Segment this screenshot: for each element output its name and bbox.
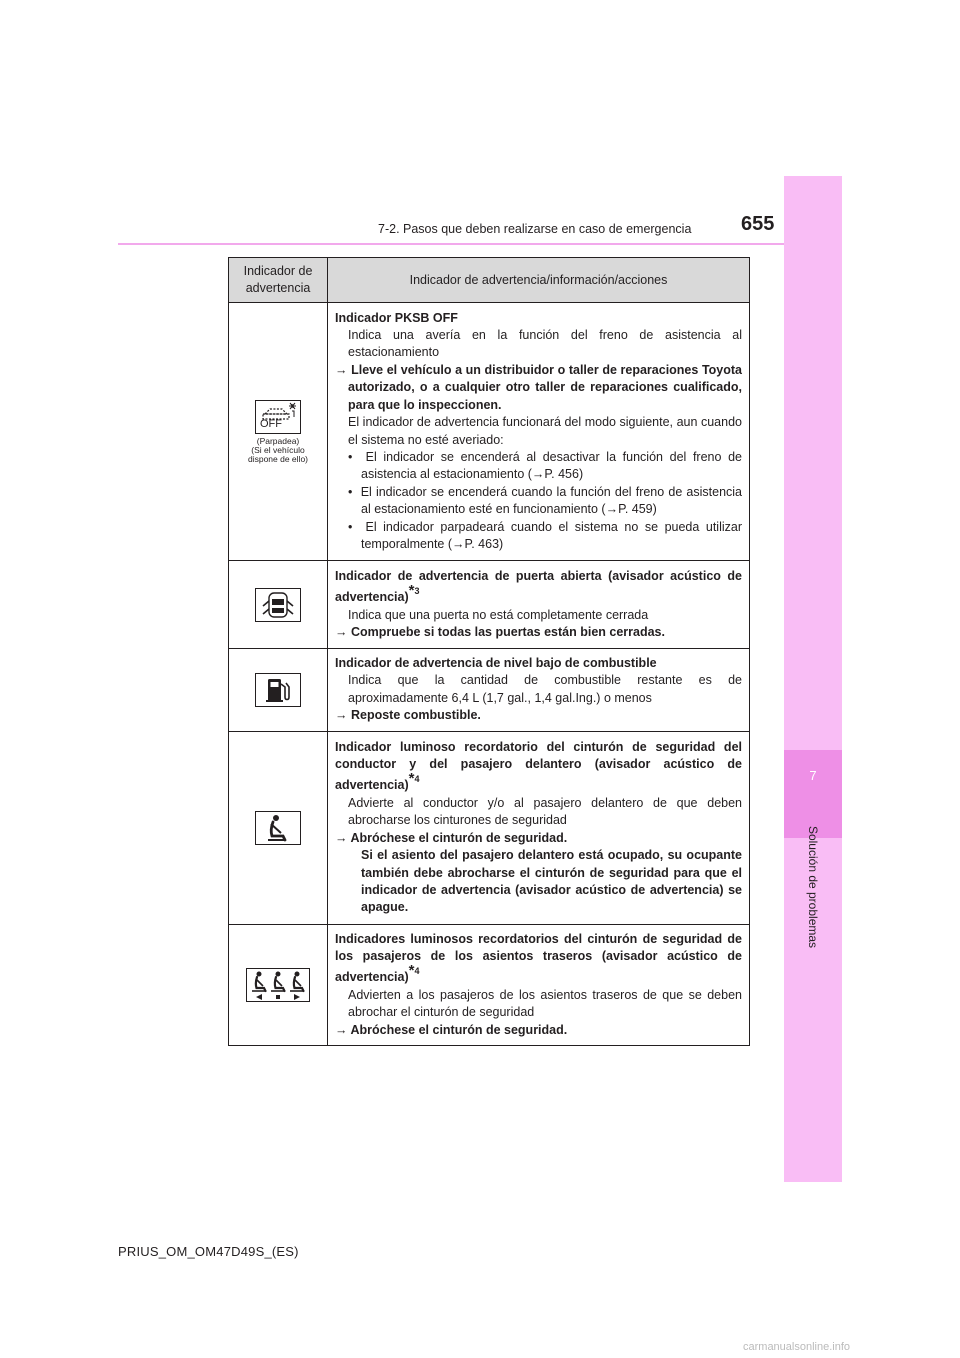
row-action: → Abróchese el cinturón de seguridad.: [335, 1022, 568, 1037]
row-action: → Abróchese el cinturón de seguridad.: [335, 830, 568, 845]
row-action: → Lleve el vehículo a un distribuidor o taller de reparaciones Toyota autorizado, o a cualquier otro taller de reparaciones cualificado, para que lo inspeccionen.: [335, 362, 742, 412]
row-description: [328, 303, 750, 561]
row-action-text: Abróchese el cinturón de seguridad.: [350, 830, 568, 845]
pksb-off-icon: [255, 400, 301, 434]
section-title: 7-2. Pasos que deben realizarse en caso de emergencia: [378, 222, 692, 236]
table-row: [229, 731, 750, 924]
row-title-text: Indicador luminoso recordatorio del cinturón de seguridad del conductor y del pasajero delantero (avisador acústico de advertencia): [335, 739, 742, 793]
chapter-label: Solución de problemas: [806, 825, 820, 949]
row-action-text: Reposte combustible.: [350, 708, 481, 723]
icon-note-line: dispone de ello): [247, 453, 308, 464]
col-header-indicator-label: Indicador de advertencia: [243, 264, 313, 295]
icon-cell: [229, 649, 328, 732]
page-number: 655: [741, 213, 775, 235]
row-action-continued: Si el asiento del pasajero delantero está ocupado, su ocupante también debe abrocharse el cinturón de seguridad para que el indicador de advertencia (avisador acústico de advertencia) se apague.: [361, 848, 742, 915]
list-item-text: El indicador se encenderá al desactivar la función del freno de asistencia al estacionamiento (→P. 456): [361, 449, 742, 482]
row-description: [328, 561, 750, 649]
icon-note: [229, 437, 327, 464]
row-text: Advierte al conductor y/o al pasajero delantero de que deben abrocharse los cinturones de seguridad: [348, 795, 742, 828]
icon-cell: [229, 924, 328, 1046]
row-description: [328, 731, 750, 924]
row-action-text: Lleve el vehículo a un distribuidor o taller de reparaciones Toyota autorizado, o a cualquier otro taller de reparaciones cualificado, para que lo inspeccionen.: [348, 362, 742, 412]
icon-cell: [229, 731, 328, 924]
fuel-pump-icon: [255, 673, 301, 707]
list-item: • El indicador se encenderá al desactivar la función del freno de asistencia al estacionamiento (→P. 456): [348, 449, 742, 482]
chapter-side-tab: [784, 176, 842, 1182]
open-door-icon: [255, 588, 301, 622]
table-row: [229, 649, 750, 732]
row-extra: El indicador de advertencia funcionará del modo siguiente, aun cuando el sistema no esté averiado:: [348, 415, 742, 447]
row-action-text: Compruebe si todas las puertas están bien cerradas.: [350, 624, 665, 639]
row-description: [328, 649, 750, 732]
footnote-ref: 3: [414, 586, 420, 597]
seatbelt-icon: [255, 811, 301, 845]
col-header-actions: Indicador de advertencia/información/acciones: [328, 258, 750, 303]
row-action: → Compruebe si todas las puertas están bien cerradas.: [335, 624, 665, 639]
rear-seat-left: [252, 971, 266, 991]
footnote-ref: 4: [414, 774, 420, 785]
icon-cell: [229, 561, 328, 649]
row-text: Indica una avería en la función del freno de asistencia al estacionamiento: [348, 328, 742, 360]
table-row: [229, 303, 750, 561]
list-item: • El indicador se encenderá cuando la función del freno de asistencia al estacionamiento esté en funcionamiento (→P. 459): [348, 484, 742, 517]
table-row: [229, 924, 750, 1046]
row-title: Indicadores luminosos recordatorios del cinturón de seguridad de los pasajeros de los asientos traseros (avisador acústico de advertencia)*$^4$: [335, 931, 742, 985]
list-item-text: El indicador parpadeará cuando el sistema no se pueda utilizar temporalmente (→P. 463): [361, 519, 743, 551]
footnote-ref: 4: [414, 966, 420, 977]
pksb-off-icon-text: OFF: [260, 417, 282, 430]
row-description: [328, 924, 750, 1046]
icon-note-line: (Parpadea): [256, 435, 300, 446]
col-header-indicator: [229, 258, 328, 303]
chapter-side-tab-active: [784, 750, 842, 838]
table-row: [229, 561, 750, 649]
warning-table: [228, 257, 750, 1046]
row-title: Indicador luminoso recordatorio del cinturón de seguridad del conductor y del pasajero delantero (avisador acústico de advertencia)*$^4$: [335, 739, 742, 793]
row-title-text: Indicadores luminosos recordatorios del cinturón de seguridad de los pasajeros de los asientos traseros (avisador acústico de advertencia): [335, 931, 742, 985]
icon-cell: [229, 303, 328, 561]
row-text: Indica que una puerta no está completamente cerrada: [348, 607, 649, 622]
row-text: Indica que la cantidad de combustible restante es de aproximadamente 6,4 L (1,7 gal., 1,4 gal.Ing.) o menos: [348, 673, 742, 705]
header-rule: [118, 243, 784, 245]
row-title-text: Indicador de advertencia de puerta abierta (avisador acústico de advertencia): [335, 568, 742, 605]
list-item: • El indicador parpadeará cuando el sistema no se pueda utilizar temporalmente (→P. 463): [348, 519, 743, 551]
row-title: Indicador PKSB OFF: [335, 310, 458, 325]
list-item-text: El indicador se encenderá cuando la función del freno de asistencia al estacionamiento esté en funcionamiento (→P. 459): [360, 484, 742, 517]
chapter-number: 7: [809, 768, 817, 783]
watermark: carmanualsonline.info: [743, 1341, 851, 1353]
rear-seatbelt-icon: [246, 968, 310, 1002]
icon-note-line: (Si el vehículo: [251, 444, 305, 455]
row-text: Advierten a los pasajeros de los asientos traseros de que se deben abrochar el cinturón de seguridad: [348, 988, 742, 1020]
row-action: → Reposte combustible.: [335, 708, 481, 723]
row-title: Indicador de advertencia de nivel bajo de combustible: [335, 656, 657, 670]
table-header-row: [229, 258, 750, 303]
document-code: PRIUS_OM_OM47D49S_(ES): [118, 1244, 299, 1259]
row-action-text: Abróchese el cinturón de seguridad.: [350, 1022, 568, 1037]
row-title: Indicador de advertencia de puerta abierta (avisador acústico de advertencia)*$^3$: [335, 568, 742, 605]
